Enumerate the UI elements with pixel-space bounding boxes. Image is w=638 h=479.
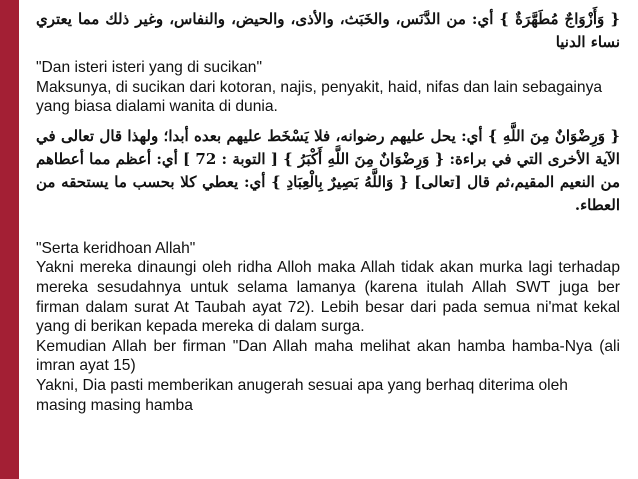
translation-block-1 — [36, 58, 620, 117]
explanation-2: Yakni mereka dinaungi oleh ridha Alloh maka Allah tidak akan murka lagi terhadap mereka sesudahnya untuk selama lamanya (karena itulah Allah SWT juga ber firman dalam surat At Taubah ayat 72). Lebih besar dari pada semua ni'mat kekal yang di berikan kepada mereka di dalam surga. — [36, 259, 620, 336]
arabic-verse-2: { وَرِضْوَانٌ مِنَ اللَّهِ } أي: يحل عليهم رضوانه، فلا يَسْخَط عليهم بعده أبدا؛ ولهذا قال تعالى في الآية الأخرى التي في براءة: { وَرِضْوَانٌ مِنَ اللَّهِ أَكْبَرُ } [ التوبة : 72 ] أي: أعظم مما أعطاهم من النعيم المقيم،ثم قال [تعالى] { وَاللَّهُ بَصِيرٌ بِالْعِبَادِ } أي: يعطي كلا بحسب ما يستحقه من العطاء. — [36, 126, 620, 214]
slide-accent-bar — [0, 0, 19, 479]
translation-block-2 — [36, 239, 620, 415]
slide-content — [36, 8, 620, 415]
explanation-4: Yakni, Dia pasti memberikan anugerah sesuai apa yang berhaq diterima oleh masing masing hamba — [36, 376, 568, 414]
quote-2: "Serta keridhoan Allah" — [36, 239, 196, 257]
explanation-3: Kemudian Allah ber firman "Dan Allah maha melihat akan hamba hamba-Nya (ali imran ayat 15) — [36, 337, 620, 375]
quote-1: "Dan isteri isteri yang di sucikan" — [36, 59, 263, 76]
explanation-1: Maksunya, di sucikan dari kotoran, najis, penyakit, haid, nifas dan lain sebagainya yang biasa dialami wanita di dunia. — [36, 78, 603, 116]
arabic-verse-1: { وَأَزْوَاجٌ مُطَهَّرَةٌ } أي: من الدَّنَس، والخَبَث، والأذى، والحيض، والنفاس، وغير ذلك مما يعتري نساء الدنيا — [36, 10, 620, 51]
